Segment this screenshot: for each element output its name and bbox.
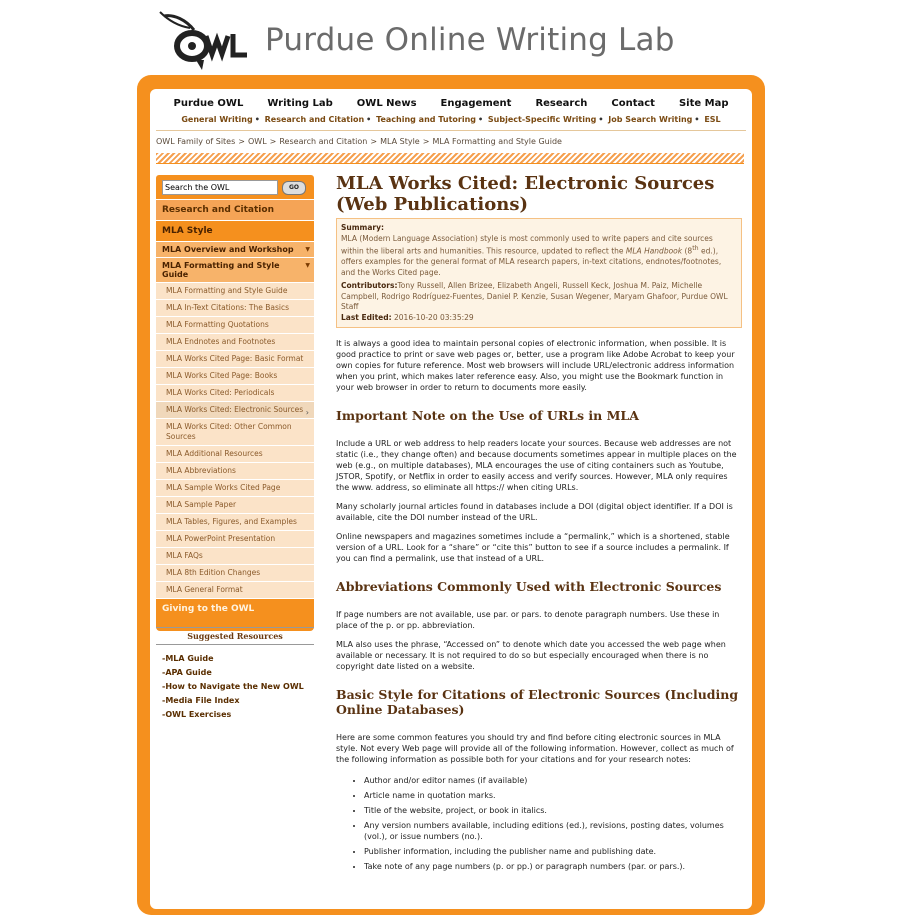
breadcrumb-item[interactable]: MLA Formatting and Style Guide: [432, 137, 562, 146]
suggested-link[interactable]: -How to Navigate the New OWL: [162, 682, 304, 691]
urls-paragraph-2: Many scholarly journal articles found in databases include a DOI (digital object identifier. If a DOI is available, cite the DOI number instead of the URL.: [336, 502, 733, 522]
summary-handbook: MLA Handbook: [625, 246, 683, 256]
sidebar-item-label: MLA Works Cited: Electronic Sources: [166, 405, 304, 414]
subnav-research-citation[interactable]: Research and Citation: [264, 115, 365, 124]
subnav-subject-specific[interactable]: Subject-Specific Writing: [487, 115, 597, 124]
suggested-link[interactable]: -Media File Index: [162, 696, 240, 705]
sidebar-item[interactable]: MLA Works Cited: Other Common Sources: [156, 418, 314, 445]
basic-paragraph: Here are some common features you should try and find before citing electronic sources in MLA style. Not every Web page will provide all of the following information. However, collect as much of the following information as possible both for your citations and for your research notes:: [336, 733, 734, 764]
last-edited-line: [341, 313, 737, 324]
suggested-link[interactable]: -MLA Guide: [162, 654, 214, 663]
nav-owl-news[interactable]: OWL News: [356, 98, 417, 109]
heading-abbreviations: Abbreviations Commonly Used with Electronic Sources: [336, 579, 722, 594]
sidebar-item[interactable]: MLA General Format: [156, 581, 314, 598]
sidebar-mla-overview[interactable]: [156, 241, 314, 257]
search-input[interactable]: [162, 180, 278, 195]
bullet-separator: •: [254, 115, 260, 124]
summary-sup: th: [692, 245, 699, 252]
sidebar-giving[interactable]: Giving to the OWL: [156, 598, 314, 619]
sidebar-item[interactable]: MLA FAQs: [156, 547, 314, 564]
breadcrumb-separator: >: [238, 137, 245, 146]
breadcrumb-separator: >: [370, 137, 378, 146]
decorative-hatch-band: [156, 153, 744, 164]
sidebar-item[interactable]: MLA Additional Resources: [156, 445, 314, 462]
contributors-label: Contributors:: [341, 281, 398, 290]
sidebar-item[interactable]: MLA Formatting Quotations: [156, 316, 314, 333]
breadcrumb-item[interactable]: Research and Citation: [279, 137, 368, 146]
bullet-separator: •: [694, 115, 700, 124]
chevron-right-icon: ›: [305, 408, 309, 417]
bullet-separator: •: [478, 115, 484, 124]
site-header: [150, 8, 710, 74]
subnav-teaching-tutoring[interactable]: Teaching and Tutoring: [376, 115, 476, 124]
content-panel: [150, 89, 752, 909]
heading-basic-style: Basic Style for Citations of Electronic Sources (Including Online Databases): [336, 687, 739, 717]
sidebar-item-active[interactable]: [156, 401, 314, 418]
breadcrumb: [156, 137, 562, 146]
breadcrumb-item[interactable]: OWL Family of Sites: [156, 137, 236, 146]
suggested-resources-title: Suggested Resources: [156, 627, 314, 645]
sidebar-item[interactable]: MLA Abbreviations: [156, 462, 314, 479]
sidebar-mla-overview-label: MLA Overview and Workshop: [162, 245, 294, 254]
contributors-line: [341, 281, 737, 313]
nav-writing-lab[interactable]: Writing Lab: [267, 98, 333, 109]
list-item: • Author and/or editor names (if available): [364, 775, 742, 786]
summary-text-part: ed.), offers examples for the general format of MLA research papers, in-text citations, endnotes/footnotes, and the Works Cited page.: [341, 246, 722, 277]
urls-paragraph-1: Include a URL or web address to help readers locate your sources. Because web addresses are not static (i.e., they change often) and because documents sometimes appear in multiple places on the web (e.g., on multiple databases), MLA encourages the use of citing containers such as Youtube, JSTOR, Spotify, or Netflix in order to easily access and verify sources. However, MLA only requires the www. address, so eliminate all https:// when citing URLs.: [336, 439, 737, 492]
subnav-esl[interactable]: ESL: [704, 115, 721, 124]
bullet-separator: •: [366, 115, 372, 124]
last-edited-label: Last Edited:: [341, 312, 392, 322]
sidebar-item[interactable]: MLA Works Cited Page: Basic Format: [156, 350, 314, 367]
sidebar-mla-formatting[interactable]: [156, 257, 314, 282]
nav-site-map[interactable]: Site Map: [678, 98, 729, 109]
breadcrumb-separator: >: [269, 137, 277, 146]
search-box: [156, 175, 314, 199]
abbr-paragraph-2: MLA also uses the phrase, “Accessed on” to denote which date you accessed the web page when available or necessary. It is not required to do so but especially encouraged when there is no copyright date listed on a website.: [336, 640, 726, 671]
last-edited-date: 2016-10-20 03:35:29: [394, 312, 474, 322]
list-item: • Any version numbers available, including editions (ed.), revisions, posting dates, volumes (vol.), or issue numbers (no.).: [364, 820, 742, 842]
suggested-link[interactable]: -APA Guide: [162, 668, 212, 677]
sub-navigation: [150, 115, 752, 131]
suggested-resources: [156, 627, 314, 723]
sidebar-item[interactable]: MLA PowerPoint Presentation: [156, 530, 314, 547]
abbr-paragraph-1: If page numbers are not available, use par. or pars. to denote paragraph numbers. Use these in place of the p. or pp. abbreviation.: [336, 610, 720, 630]
summary-label: Summary:: [341, 223, 385, 232]
page-title: MLA Works Cited: Electronic Sources (Web Publications): [336, 173, 715, 215]
nav-purdue-owl[interactable]: Purdue OWL: [173, 98, 244, 109]
search-go-button[interactable]: GO: [282, 181, 306, 195]
summary-text-part: (8: [682, 246, 693, 256]
sidebar-item[interactable]: MLA 8th Edition Changes: [156, 564, 314, 581]
sidebar-item[interactable]: MLA Tables, Figures, and Examples: [156, 513, 314, 530]
sidebar-mla-formatting-label: MLA Formatting and Style Guide: [162, 261, 280, 279]
breadcrumb-separator: >: [422, 137, 430, 146]
sidebar-item[interactable]: MLA In-Text Citations: The Basics: [156, 299, 314, 316]
contributors-text: Tony Russell, Allen Brizee, Elizabeth Angeli, Russell Keck, Joshua M. Paiz, Michelle Campbell, Rodrigo Rodríguez-Fuentes, Daniel P. Kenzie, Susan Wegener, Maryam Ghafoor, Purdue OWL Staff: [341, 281, 728, 311]
triangle-down-icon: ▼: [305, 246, 310, 253]
sidebar-research-citation[interactable]: Research and Citation: [156, 199, 314, 220]
nav-contact[interactable]: Contact: [611, 98, 655, 109]
nav-research[interactable]: Research: [535, 98, 588, 109]
main-content: [336, 173, 742, 876]
list-item: • Article name in quotation marks.: [364, 790, 742, 801]
basic-list: [336, 775, 742, 872]
triangle-down-icon: ▼: [305, 262, 310, 269]
intro-paragraph: It is always a good idea to maintain personal copies of electronic information, when possible. It is good practice to print or save web pages or, better, use a program like Adobe Acrobat to keep your own copies for future reference. Most web browsers will include URL/electronic address information when you print, which makes later reference easy. Also, you might use the Bookmark function in your web browser in order to return to documents more easily.: [336, 339, 735, 392]
sidebar: [156, 175, 314, 631]
sidebar-mla-style[interactable]: MLA Style: [156, 220, 314, 241]
nav-engagement[interactable]: Engagement: [440, 98, 512, 109]
site-title[interactable]: Purdue Online Writing Lab: [265, 22, 675, 58]
sidebar-item[interactable]: MLA Works Cited Page: Books: [156, 367, 314, 384]
sidebar-item[interactable]: MLA Works Cited: Periodicals: [156, 384, 314, 401]
summary-text-part: MLA (Modern Language Association) style is most commonly used to write papers and cite sources within the liberal arts and humanities. This resource, updated to reflect the: [341, 233, 713, 256]
divider: [156, 130, 746, 131]
list-item: • Title of the website, project, or book in italics.: [364, 805, 742, 816]
heading-urls: Important Note on the Use of URLs in MLA: [336, 408, 639, 423]
breadcrumb-item[interactable]: OWL: [247, 137, 267, 146]
sidebar-item[interactable]: MLA Sample Works Cited Page: [156, 479, 314, 496]
sidebar-item[interactable]: MLA Formatting and Style Guide: [156, 282, 314, 299]
breadcrumb-item[interactable]: MLA Style: [380, 137, 420, 146]
list-item: • Take note of any page numbers (p. or pp.) or paragraph numbers (par. or pars.).: [364, 861, 742, 872]
bullet-separator: •: [598, 115, 604, 124]
top-navigation: [150, 89, 752, 115]
sidebar-item[interactable]: MLA Sample Paper: [156, 496, 314, 513]
list-item: • Publisher information, including the publisher name and publishing date.: [364, 846, 742, 857]
subnav-job-search[interactable]: Job Search Writing: [608, 115, 693, 124]
urls-paragraph-3: Online newspapers and magazines sometimes include a “permalink,” which is a shortened, stable version of a URL. Look for a “share” or “cite this” button to see if a source includes a permalink. If you can find a permalink, use that instead of a URL.: [336, 532, 730, 563]
suggested-link[interactable]: -OWL Exercises: [162, 710, 232, 719]
summary-text: [341, 234, 737, 279]
subnav-general-writing[interactable]: General Writing: [181, 115, 253, 124]
owl-logo-icon[interactable]: [156, 10, 251, 72]
sidebar-item[interactable]: MLA Endnotes and Footnotes: [156, 333, 314, 350]
summary-box: [336, 218, 742, 328]
